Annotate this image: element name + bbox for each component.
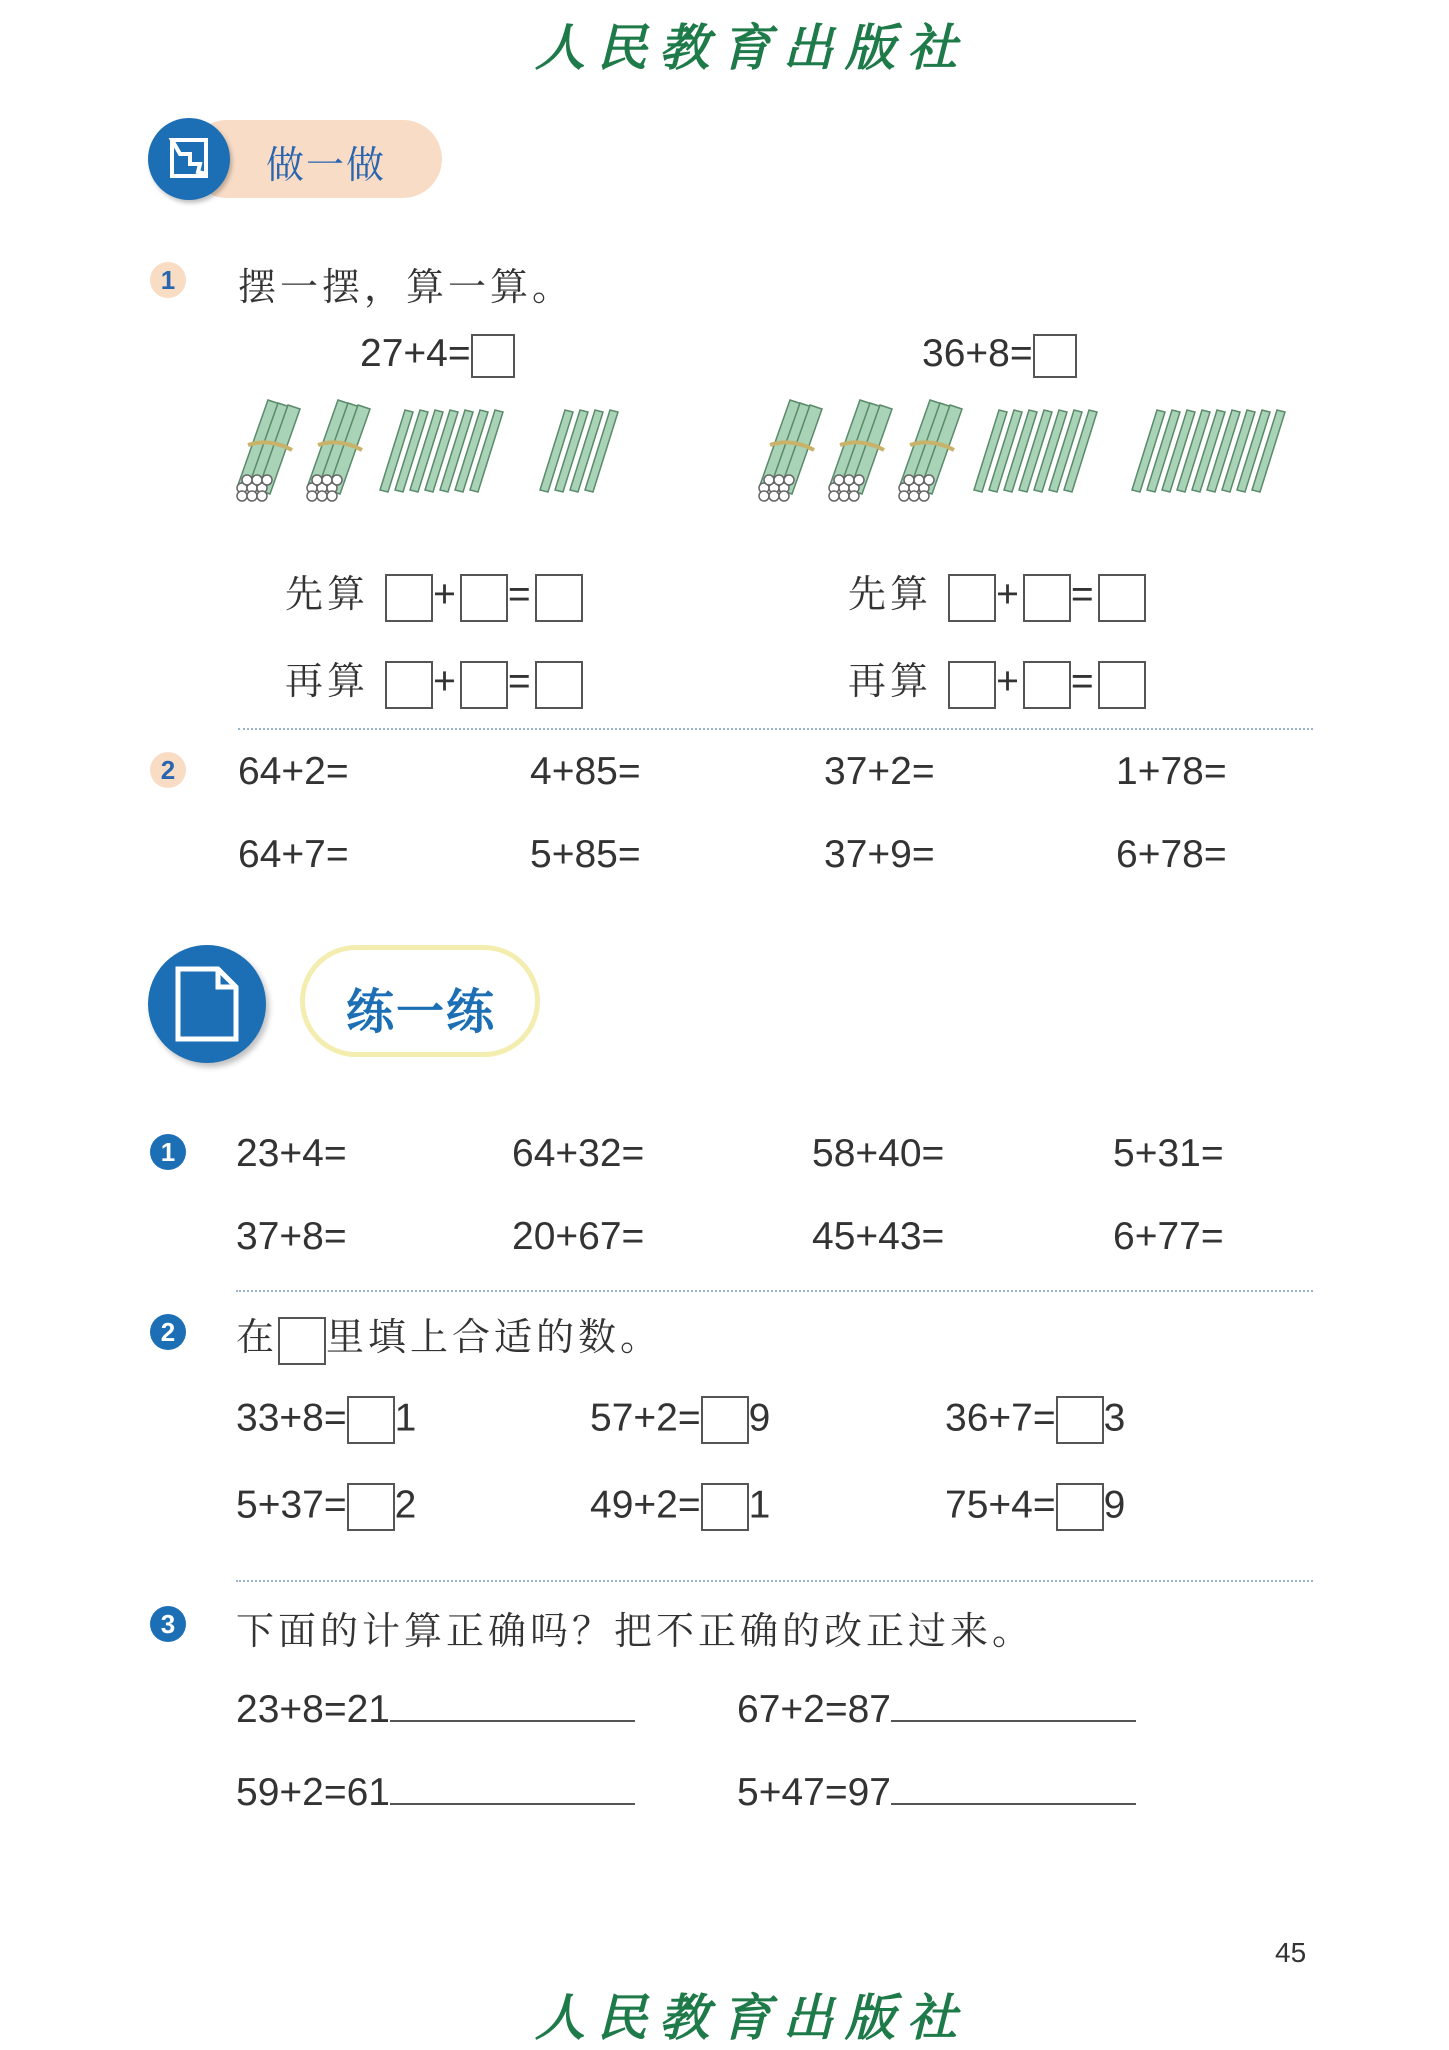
publisher-logo-top: 人民教育出版社 bbox=[535, 18, 969, 77]
fill-left: 75+4= bbox=[945, 1483, 1056, 1527]
equation: 6+78= bbox=[1116, 833, 1227, 876]
divider bbox=[238, 728, 1313, 730]
plus-sign: + bbox=[433, 573, 460, 616]
answer-box[interactable] bbox=[1023, 661, 1071, 709]
zuo-section-header bbox=[148, 118, 448, 202]
lian-q3-instruction: 下面的计算正确吗？把不正确的改正过来。 bbox=[236, 1609, 1035, 1653]
equation: 5+31= bbox=[1113, 1132, 1224, 1175]
right-xian-row bbox=[848, 563, 1146, 622]
instruction-pre: 在 bbox=[236, 1315, 279, 1359]
fill-left: 33+8= bbox=[236, 1396, 347, 1440]
equals-sign: = bbox=[507, 660, 535, 703]
answer-line[interactable] bbox=[390, 1767, 635, 1805]
equation: 4+85= bbox=[530, 750, 641, 793]
equals-sign: = bbox=[507, 573, 535, 616]
equation: 37+2= bbox=[824, 750, 935, 793]
fill-right: 1 bbox=[394, 1396, 417, 1440]
example-box bbox=[278, 1317, 326, 1365]
correction-equation: 59+2=61 bbox=[236, 1771, 391, 1814]
fill-right: 9 bbox=[1103, 1483, 1126, 1527]
answer-box[interactable] bbox=[1033, 334, 1077, 378]
equation: 45+43= bbox=[812, 1215, 945, 1258]
lian-q1-badge: 1 bbox=[150, 1134, 186, 1170]
zuo-q2-badge: 2 bbox=[150, 752, 186, 788]
fill-left: 36+7= bbox=[945, 1396, 1056, 1440]
equation: 37+9= bbox=[824, 833, 935, 876]
answer-box[interactable] bbox=[471, 334, 515, 378]
answer-box[interactable] bbox=[1056, 1396, 1104, 1444]
instruction-post: 里填上合适的数。 bbox=[326, 1315, 663, 1359]
xian-label: 先算 bbox=[285, 572, 370, 616]
lian-section-title: 练一练 bbox=[346, 984, 497, 1040]
right-equation-text: 36+8= bbox=[922, 332, 1033, 375]
left-equation-text: 27+4= bbox=[360, 332, 471, 375]
answer-box[interactable] bbox=[385, 661, 433, 709]
equation: 23+4= bbox=[236, 1132, 347, 1175]
xian-label: 先算 bbox=[848, 572, 933, 616]
answer-box[interactable] bbox=[948, 574, 996, 622]
left-zai-row bbox=[285, 650, 583, 709]
answer-box[interactable] bbox=[1023, 574, 1071, 622]
publisher-logo-bottom: 人民教育出版社 bbox=[535, 1988, 969, 2047]
answer-box[interactable] bbox=[1098, 574, 1146, 622]
answer-line[interactable] bbox=[891, 1767, 1136, 1805]
zuo-header-icon bbox=[148, 118, 230, 200]
right-zai-row bbox=[848, 650, 1146, 709]
plus-sign: + bbox=[996, 660, 1023, 703]
correction-item bbox=[737, 1767, 1136, 1815]
lian-q3-badge: 3 bbox=[150, 1606, 186, 1642]
zuo-section-title: 做一做 bbox=[266, 143, 387, 187]
fill-equation bbox=[590, 1396, 770, 1444]
answer-box[interactable] bbox=[347, 1483, 395, 1531]
fill-right: 9 bbox=[748, 1396, 771, 1440]
correction-equation: 5+47=97 bbox=[737, 1771, 892, 1814]
fill-equation bbox=[945, 1483, 1125, 1531]
lian-q2-instruction bbox=[236, 1306, 662, 1365]
equation: 5+85= bbox=[530, 833, 641, 876]
equation: 6+77= bbox=[1113, 1215, 1224, 1258]
equation: 64+32= bbox=[512, 1132, 645, 1175]
answer-box[interactable] bbox=[460, 574, 508, 622]
correction-item bbox=[236, 1684, 635, 1732]
equation: 58+40= bbox=[812, 1132, 945, 1175]
divider bbox=[236, 1580, 1313, 1582]
page-number: 45 bbox=[1275, 1937, 1307, 1968]
answer-box[interactable] bbox=[701, 1483, 749, 1531]
fill-equation bbox=[945, 1396, 1125, 1444]
correction-item bbox=[236, 1767, 635, 1815]
right-equation bbox=[922, 332, 1077, 378]
fill-left: 5+37= bbox=[236, 1483, 347, 1527]
plus-sign: + bbox=[433, 660, 460, 703]
fill-left: 49+2= bbox=[590, 1483, 701, 1527]
answer-line[interactable] bbox=[891, 1684, 1136, 1722]
sticks-illustration-right bbox=[752, 390, 1332, 505]
left-xian-row bbox=[285, 563, 583, 622]
answer-line[interactable] bbox=[390, 1684, 635, 1722]
zuo-q1-badge: 1 bbox=[150, 262, 186, 298]
correction-item bbox=[737, 1684, 1136, 1732]
fill-equation bbox=[590, 1483, 770, 1531]
lian-header-icon bbox=[148, 945, 266, 1063]
answer-box[interactable] bbox=[535, 574, 583, 622]
equals-sign: = bbox=[1070, 573, 1098, 616]
zai-label: 再算 bbox=[848, 659, 933, 703]
fill-right: 3 bbox=[1103, 1396, 1126, 1440]
fill-equation bbox=[236, 1483, 416, 1531]
zai-label: 再算 bbox=[285, 659, 370, 703]
answer-box[interactable] bbox=[535, 661, 583, 709]
answer-box[interactable] bbox=[701, 1396, 749, 1444]
fill-equation bbox=[236, 1396, 416, 1444]
answer-box[interactable] bbox=[948, 661, 996, 709]
lian-section-header bbox=[148, 945, 548, 1065]
correction-equation: 23+8=21 bbox=[236, 1688, 391, 1731]
equals-sign: = bbox=[1070, 660, 1098, 703]
lian-q2-badge: 2 bbox=[150, 1314, 186, 1350]
equation: 64+7= bbox=[238, 833, 349, 876]
divider bbox=[236, 1290, 1313, 1292]
fill-left: 57+2= bbox=[590, 1396, 701, 1440]
correction-equation: 67+2=87 bbox=[737, 1688, 892, 1731]
answer-box[interactable] bbox=[1056, 1483, 1104, 1531]
zuo-q1-instruction: 摆一摆，算一算。 bbox=[238, 265, 575, 309]
answer-box[interactable] bbox=[347, 1396, 395, 1444]
left-equation bbox=[360, 332, 515, 378]
equation: 1+78= bbox=[1116, 750, 1227, 793]
answer-box[interactable] bbox=[460, 661, 508, 709]
fill-right: 1 bbox=[748, 1483, 771, 1527]
plus-sign: + bbox=[996, 573, 1023, 616]
fill-right: 2 bbox=[394, 1483, 417, 1527]
answer-box[interactable] bbox=[385, 574, 433, 622]
equation: 20+67= bbox=[512, 1215, 645, 1258]
sticks-illustration-left bbox=[230, 390, 670, 505]
equation: 37+8= bbox=[236, 1215, 347, 1258]
equation: 64+2= bbox=[238, 750, 349, 793]
answer-box[interactable] bbox=[1098, 661, 1146, 709]
